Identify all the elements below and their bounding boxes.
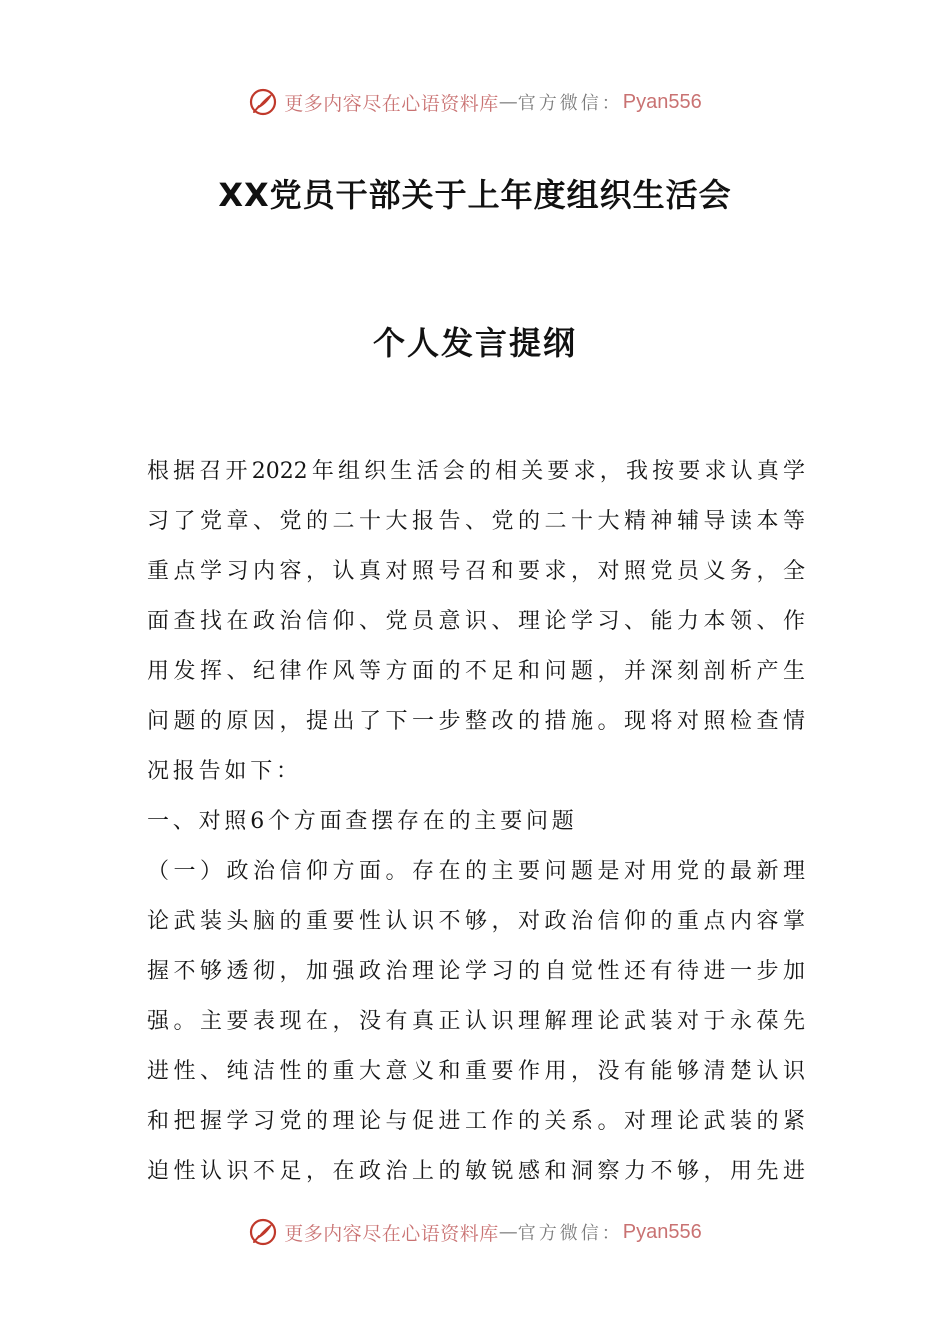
- footer-watermark-banner: [0, 1212, 950, 1252]
- body-line: 重点学习内容，认真对照号召和要求，对照党员义务，全: [147, 559, 805, 584]
- body-line: （一）政治信仰方面。存在的主要问题是对用党的最新理: [147, 859, 805, 884]
- quill-logo-icon: [248, 1217, 278, 1247]
- watermark-text: 更多内容尽在心语资料库: [284, 1222, 499, 1245]
- body-line: 面查找在政治信仰、党员意识、理论学习、能力本领、作: [147, 609, 805, 634]
- watermark-text: 更多内容尽在心语资料库: [284, 92, 499, 115]
- body-line: 握不够透彻，加强政治理论学习的自觉性还有待进一步加: [147, 959, 805, 984]
- body-line: 和把握学习党的理论与促进工作的关系。对理论武装的紧: [147, 1109, 805, 1134]
- body-line: 根据召开2022年组织生活会的相关要求，我按要求认真学: [147, 459, 805, 484]
- body-line: 论武装头脑的重要性认识不够，对政治信仰的重点内容掌: [147, 909, 805, 934]
- body-line: 迫性认识不足，在政治上的敏锐感和洞察力不够，用先进: [147, 1159, 805, 1184]
- watermark-wechat-id: Pyan556: [622, 1220, 702, 1243]
- body-line: 强。主要表现在，没有真正认识理解理论武装对于永葆先: [147, 1009, 805, 1034]
- body-line: 况报告如下：: [147, 759, 302, 784]
- body-line: 用发挥、纪律作风等方面的不足和问题，并深刻剖析产生: [147, 659, 805, 684]
- watermark-official-label: 官方微信：: [517, 1223, 623, 1244]
- section-heading: 一、对照6个方面查摆存在的主要问题: [147, 809, 578, 834]
- watermark-official-label: 官方微信：: [517, 93, 623, 114]
- watermark-dash: —: [498, 91, 518, 113]
- header-watermark-banner: [0, 82, 950, 122]
- body-line: 问题的原因，提出了下一步整改的措施。现将对照检查情: [147, 709, 805, 734]
- body-line: 进性、纯洁性的重大意义和重要作用，没有能够清楚认识: [147, 1059, 805, 1084]
- document-body: [147, 447, 805, 1197]
- quill-logo-icon: [248, 87, 278, 117]
- watermark-dash: —: [498, 1221, 518, 1243]
- watermark-wechat-id: Pyan556: [622, 90, 702, 113]
- document-title-line1: XX党员干部关于上年度组织生活会: [218, 176, 732, 214]
- body-line: 习了党章、党的二十大报告、党的二十大精神辅导读本等: [147, 509, 805, 534]
- document-title-line2: 个人发言提纲: [372, 324, 577, 362]
